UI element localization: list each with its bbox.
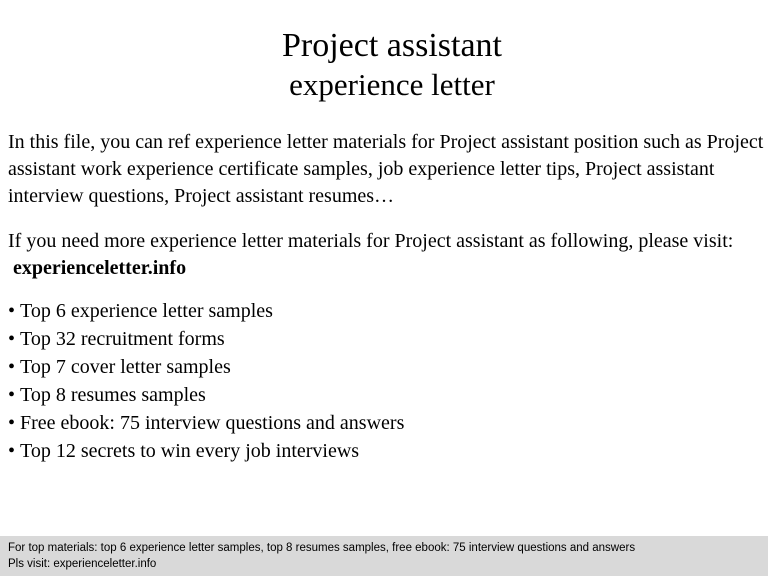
materials-list bbox=[8, 297, 404, 465]
bullet-mark: • bbox=[8, 440, 16, 462]
list-item-text: Top 12 secrets to win every job interviews bbox=[20, 440, 360, 462]
more-text: If you need more experience letter materials for Project assistant as following, please visit: bbox=[8, 230, 734, 252]
list-item-text: Top 32 recruitment forms bbox=[20, 328, 225, 350]
list-item bbox=[8, 325, 404, 353]
list-item bbox=[8, 409, 404, 437]
bullet-mark: • bbox=[8, 412, 16, 434]
experienceletter-link[interactable]: experienceletter.info bbox=[13, 257, 187, 279]
footer-link[interactable]: experienceletter.info bbox=[53, 558, 157, 570]
footer-line-2 bbox=[8, 556, 760, 572]
bullet-mark: • bbox=[8, 384, 16, 406]
title-line-1: Project assistant bbox=[281, 27, 503, 64]
footer-visit-label: Pls visit: bbox=[8, 558, 54, 570]
footer-bar bbox=[0, 536, 768, 576]
list-item-text: Free ebook: 75 interview questions and answers bbox=[20, 412, 405, 434]
document-title bbox=[0, 26, 768, 104]
list-item-text: Top 7 cover letter samples bbox=[20, 356, 231, 378]
list-item-text: Top 6 experience letter samples bbox=[20, 300, 273, 322]
list-item bbox=[8, 381, 404, 409]
bullet-mark: • bbox=[8, 328, 16, 350]
intro-text: In this file, you can ref experience letter materials for Project assistant position such as Project assistant work experience certificate samples, job experience letter tips, Project assistant interview questions, Project assistant resumes… bbox=[8, 131, 764, 207]
list-item bbox=[8, 437, 404, 465]
intro-paragraph bbox=[8, 129, 764, 210]
bullet-mark: • bbox=[8, 300, 16, 322]
bullet-mark: • bbox=[8, 356, 16, 378]
list-item bbox=[8, 353, 404, 381]
list-item-text: Top 8 resumes samples bbox=[20, 384, 206, 406]
more-paragraph bbox=[8, 228, 764, 282]
more-text-container bbox=[8, 228, 764, 282]
footer-line-1: For top materials: top 6 experience letter samples, top 8 resumes samples, free ebook: 75 interview questions and answers bbox=[8, 542, 636, 554]
list-item bbox=[8, 297, 404, 325]
title-line-2: experience letter bbox=[289, 67, 495, 102]
